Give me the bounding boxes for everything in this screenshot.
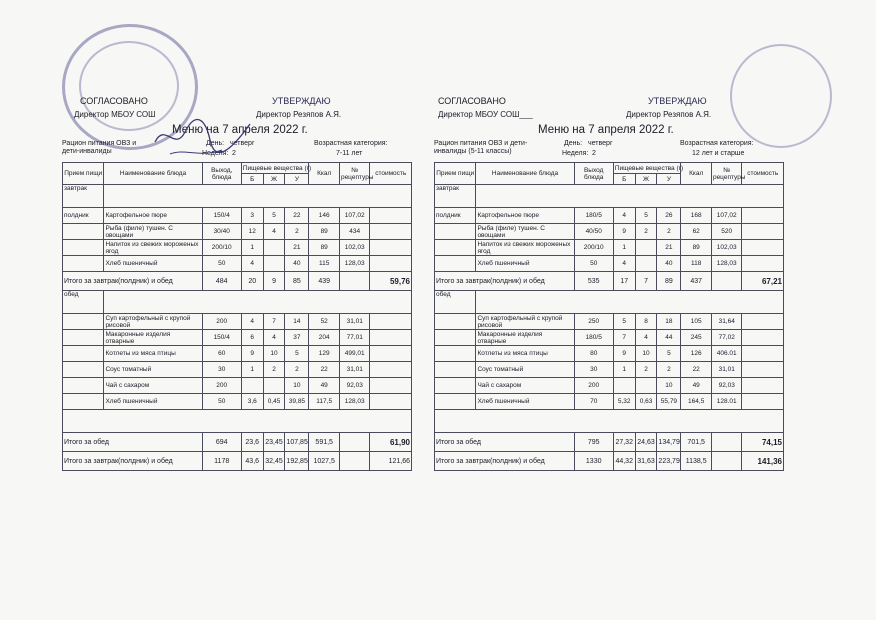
dish-cell: Рыба (филе) тушен. С овощами	[476, 224, 574, 240]
u-cell: 107,85	[285, 433, 309, 452]
menu-meta	[434, 140, 784, 162]
col-dish: Наименование блюда	[476, 163, 574, 185]
kcal-cell: 22	[309, 362, 340, 378]
yield-cell: 200	[202, 378, 241, 394]
col-u: У	[657, 174, 681, 185]
price-cell	[370, 330, 412, 346]
table-row	[63, 394, 412, 410]
recipe-cell: 406.01	[711, 346, 742, 362]
recipe-cell: 31,64	[711, 314, 742, 330]
recipe-cell: 107,02	[339, 208, 370, 224]
recipe-cell: 434	[339, 224, 370, 240]
recipe-cell: 77,01	[339, 330, 370, 346]
zh-cell: 7	[635, 272, 657, 291]
recipe-cell: 92,03	[339, 378, 370, 394]
spacer-row	[63, 410, 412, 433]
dish-cell: Макаронные изделия отварные	[476, 330, 574, 346]
table-row	[435, 362, 784, 378]
total-price: 121,66	[370, 452, 412, 471]
day-label: День:	[564, 140, 583, 147]
day-value: четверг	[588, 140, 613, 147]
menu-table	[434, 162, 784, 471]
kcal-cell: 62	[681, 224, 712, 240]
b-cell: 4	[241, 314, 263, 330]
kcal-cell: 89	[309, 240, 340, 256]
total-label: Итого за завтрак(полдник) и обед	[435, 452, 575, 471]
u-cell: 21	[285, 240, 309, 256]
recipe-cell: 128,03	[711, 256, 742, 272]
dish-cell: Хлеб пшеничный	[476, 394, 574, 410]
handwritten-signature	[150, 112, 260, 162]
b-cell: 7	[613, 330, 635, 346]
yield-cell: 150/4	[202, 208, 241, 224]
kcal-cell: 1138,5	[681, 452, 712, 471]
table-row	[63, 330, 412, 346]
table-row	[435, 240, 784, 256]
table-row	[435, 378, 784, 394]
total-price: 59,76	[370, 272, 412, 291]
yield-cell: 70	[574, 394, 613, 410]
dish-cell: Чай с сахаром	[104, 378, 202, 394]
b-cell: 12	[241, 224, 263, 240]
director-line	[434, 110, 784, 124]
b-cell: 27,32	[613, 433, 635, 452]
u-cell: 26	[657, 208, 681, 224]
breakfast-total-row	[63, 272, 412, 291]
yield-cell: 80	[574, 346, 613, 362]
price-cell	[742, 330, 784, 346]
zh-cell: 23,45	[263, 433, 285, 452]
zh-cell: 10	[635, 346, 657, 362]
breakfast-total-row	[435, 272, 784, 291]
total-label: Итого за завтрак(полдник) и обед	[435, 272, 575, 291]
dish-cell: Макаронные изделия отварные	[104, 330, 202, 346]
kcal-cell: 115	[309, 256, 340, 272]
approval-header	[434, 96, 784, 110]
yield-cell: 180/5	[574, 208, 613, 224]
grand-total-row	[435, 452, 784, 471]
recipe-cell: 128,03	[339, 256, 370, 272]
b-cell: 5	[613, 314, 635, 330]
week-value: 2	[232, 150, 236, 157]
yield-cell: 535	[574, 272, 613, 291]
dish-cell: Хлеб пшеничный	[104, 394, 202, 410]
yield-cell: 795	[574, 433, 613, 452]
col-kcal: Ккал	[309, 163, 340, 185]
price-cell	[370, 362, 412, 378]
grand-total-row	[63, 452, 412, 471]
zh-cell: 0,45	[263, 394, 285, 410]
u-cell: 55,79	[657, 394, 681, 410]
dish-cell: Картофельное пюре	[104, 208, 202, 224]
col-zh: Ж	[263, 174, 285, 185]
dish-cell: Хлеб пшеничный	[476, 256, 574, 272]
col-b: Б	[241, 174, 263, 185]
zh-cell	[263, 240, 285, 256]
col-nutrients: Пищевые вещества (г)	[242, 164, 312, 172]
u-cell: 18	[657, 314, 681, 330]
recipe-cell: 92,03	[711, 378, 742, 394]
dish-cell: Соус томатный	[476, 362, 574, 378]
b-cell: 4	[613, 256, 635, 272]
dish-cell: Соус томатный	[104, 362, 202, 378]
director-school: Директор МБОУ СОШ	[74, 110, 156, 119]
table-row	[435, 330, 784, 346]
ration-label: Рацион питания ОВЗ и дети-инвалиды (5-11 классы)	[434, 140, 528, 155]
price-cell	[370, 240, 412, 256]
total-label: Итого за обед	[435, 433, 575, 452]
b-cell: 6	[241, 330, 263, 346]
u-cell: 2	[657, 224, 681, 240]
kcal-cell: 164,5	[681, 394, 712, 410]
day-label: День:	[206, 140, 225, 147]
zh-cell	[263, 378, 285, 394]
u-cell: 21	[657, 240, 681, 256]
price-cell	[370, 224, 412, 240]
table-header-row	[435, 163, 784, 174]
approve-label: УТВЕРЖДАЮ	[648, 96, 707, 106]
b-cell: 1	[241, 362, 263, 378]
total-price: 141,36	[742, 452, 784, 471]
kcal-cell: 439	[309, 272, 340, 291]
dish-cell: Суп картофельный с крупой рисовой	[476, 314, 574, 330]
kcal-cell: 22	[681, 362, 712, 378]
zh-cell: 24,63	[635, 433, 657, 452]
total-price: 67,21	[742, 272, 784, 291]
yield-cell: 30	[202, 362, 241, 378]
kcal-cell: 89	[309, 224, 340, 240]
total-price: 74,15	[742, 433, 784, 452]
table-row	[435, 314, 784, 330]
director-name: Директор Резяпов А.Я.	[626, 110, 712, 119]
yield-cell: 200	[202, 314, 241, 330]
u-cell: 22	[285, 208, 309, 224]
section-snack: полдник	[435, 208, 476, 224]
table-row	[63, 378, 412, 394]
col-zh: Ж	[635, 174, 657, 185]
table-row	[63, 256, 412, 272]
u-cell: 5	[285, 346, 309, 362]
b-cell	[241, 378, 263, 394]
menu-table	[62, 162, 412, 471]
zh-cell: 2	[635, 362, 657, 378]
kcal-cell: 1027,5	[309, 452, 340, 471]
col-price: стоимость	[742, 163, 784, 185]
zh-cell: 31,63	[635, 452, 657, 471]
u-cell: 2	[657, 362, 681, 378]
b-cell: 4	[613, 208, 635, 224]
kcal-cell: 591,5	[309, 433, 340, 452]
zh-cell: 5	[635, 208, 657, 224]
zh-cell: 32,45	[263, 452, 285, 471]
approval-header	[62, 96, 412, 110]
col-dish: Наименование блюда	[104, 163, 202, 185]
kcal-cell: 117,5	[309, 394, 340, 410]
dish-cell: Чай с сахаром	[476, 378, 574, 394]
kcal-cell: 49	[681, 378, 712, 394]
dish-cell: Напиток из свежих мороженых ягод	[476, 240, 574, 256]
col-recipe: № рецептуры	[339, 163, 370, 185]
u-cell: 85	[285, 272, 309, 291]
b-cell: 1	[613, 362, 635, 378]
u-cell: 2	[285, 224, 309, 240]
dish-cell: Напиток из свежих мороженых ягод	[104, 240, 202, 256]
b-cell: 3,6	[241, 394, 263, 410]
zh-cell	[635, 256, 657, 272]
section-breakfast: завтрак	[63, 185, 104, 208]
section-lunch: обед	[435, 291, 476, 314]
yield-cell: 694	[202, 433, 241, 452]
u-cell: 14	[285, 314, 309, 330]
recipe-cell: 128,03	[339, 394, 370, 410]
u-cell: 10	[285, 378, 309, 394]
zh-cell: 2	[263, 362, 285, 378]
yield-cell: 1178	[202, 452, 241, 471]
col-b: Б	[613, 174, 635, 185]
yield-cell: 50	[202, 256, 241, 272]
kcal-cell: 129	[309, 346, 340, 362]
total-label: Итого за завтрак(полдник) и обед	[63, 452, 203, 471]
recipe-cell: 31,01	[711, 362, 742, 378]
table-row	[63, 346, 412, 362]
table-row	[435, 256, 784, 272]
price-cell	[742, 362, 784, 378]
zh-cell	[635, 240, 657, 256]
kcal-cell: 437	[681, 272, 712, 291]
zh-cell	[635, 378, 657, 394]
total-label: Итого за обед	[63, 433, 203, 452]
yield-cell: 60	[202, 346, 241, 362]
price-cell	[742, 240, 784, 256]
price-cell	[370, 394, 412, 410]
age-label: Возрастная категория:	[314, 140, 388, 147]
price-cell	[742, 208, 784, 224]
zh-cell: 4	[635, 330, 657, 346]
price-cell	[742, 378, 784, 394]
yield-cell: 50	[202, 394, 241, 410]
b-cell: 9	[241, 346, 263, 362]
u-cell: 37	[285, 330, 309, 346]
u-cell: 40	[285, 256, 309, 272]
yield-cell: 50	[574, 256, 613, 272]
dish-cell: Котлеты из мяса птицы	[104, 346, 202, 362]
u-cell: 10	[657, 378, 681, 394]
yield-cell: 180/5	[574, 330, 613, 346]
price-cell	[370, 346, 412, 362]
col-recipe: № рецептуры	[711, 163, 742, 185]
u-cell: 223,79	[657, 452, 681, 471]
col-yield: Выход блюда	[574, 163, 613, 185]
section-row	[435, 185, 784, 208]
kcal-cell: 168	[681, 208, 712, 224]
director-name: Директор Резяпов А.Я.	[256, 110, 342, 119]
zh-cell: 8	[635, 314, 657, 330]
dish-cell: Рыба (филе) тушен. С овощами	[104, 224, 202, 240]
u-cell: 5	[657, 346, 681, 362]
agreed-label: СОГЛАСОВАНО	[80, 96, 148, 106]
kcal-cell: 49	[309, 378, 340, 394]
week-label: Неделя:	[562, 150, 589, 157]
table-row	[63, 224, 412, 240]
price-cell	[370, 256, 412, 272]
kcal-cell: 245	[681, 330, 712, 346]
b-cell: 9	[613, 346, 635, 362]
yield-cell: 1330	[574, 452, 613, 471]
age-value: 7-11 лет	[336, 150, 363, 157]
u-cell: 89	[657, 272, 681, 291]
ration-label: Рацион питания ОВЗ и дети-инвалиды	[62, 140, 137, 155]
u-cell: 134,79	[657, 433, 681, 452]
recipe-cell: 107,02	[711, 208, 742, 224]
price-cell	[370, 378, 412, 394]
total-label: Итого за завтрак(полдник) и обед	[63, 272, 203, 291]
kcal-cell: 126	[681, 346, 712, 362]
kcal-cell: 52	[309, 314, 340, 330]
kcal-cell: 89	[681, 240, 712, 256]
b-cell: 44,32	[613, 452, 635, 471]
section-breakfast: завтрак	[435, 185, 476, 208]
table-header-row	[63, 163, 412, 174]
zh-cell: 4	[263, 330, 285, 346]
price-cell	[742, 394, 784, 410]
u-cell: 192,85	[285, 452, 309, 471]
col-meal: Прием пищи	[63, 163, 104, 185]
price-cell	[742, 256, 784, 272]
age-value: 12 лет и старше	[692, 150, 745, 157]
price-cell	[370, 208, 412, 224]
dish-cell: Хлеб пшеничный	[104, 256, 202, 272]
zh-cell: 4	[263, 224, 285, 240]
zh-cell: 10	[263, 346, 285, 362]
section-row	[63, 185, 412, 208]
table-row	[435, 208, 784, 224]
lunch-total-row	[63, 433, 412, 452]
total-price: 61,90	[370, 433, 412, 452]
section-row	[435, 291, 784, 314]
recipe-cell: 102,03	[339, 240, 370, 256]
price-cell	[742, 346, 784, 362]
b-cell: 43,6	[241, 452, 263, 471]
table-row	[63, 362, 412, 378]
lunch-total-row	[435, 433, 784, 452]
table-row	[435, 224, 784, 240]
dish-cell: Суп картофельный с крупой рисовой	[104, 314, 202, 330]
recipe-cell: 102,03	[711, 240, 742, 256]
menu-title: Меню на 7 апреля 2022 г.	[538, 124, 674, 136]
kcal-cell: 204	[309, 330, 340, 346]
u-cell: 44	[657, 330, 681, 346]
dish-cell: Картофельное пюре	[476, 208, 574, 224]
recipe-cell: 499,01	[339, 346, 370, 362]
u-cell: 40	[657, 256, 681, 272]
col-kcal: Ккал	[681, 163, 712, 185]
section-row	[63, 291, 412, 314]
yield-cell: 200/10	[574, 240, 613, 256]
b-cell	[613, 378, 635, 394]
recipe-cell: 31,01	[339, 314, 370, 330]
b-cell: 1	[613, 240, 635, 256]
col-yield: Выход, блюда	[202, 163, 241, 185]
b-cell: 1	[241, 240, 263, 256]
zh-cell: 0,63	[635, 394, 657, 410]
kcal-cell: 701,5	[681, 433, 712, 452]
day-value: четверг	[230, 140, 255, 147]
yield-cell: 200/10	[202, 240, 241, 256]
week-label: Неделя:	[202, 150, 229, 157]
price-cell	[742, 224, 784, 240]
table-row	[63, 208, 412, 224]
yield-cell: 200	[574, 378, 613, 394]
kcal-cell: 105	[681, 314, 712, 330]
menu-title: Меню на 7 апреля 2022 г.	[172, 124, 308, 136]
zh-cell: 9	[263, 272, 285, 291]
table-row	[63, 314, 412, 330]
table-row	[435, 394, 784, 410]
spacer-row	[435, 410, 784, 433]
table-row	[435, 346, 784, 362]
col-price: стоимость	[370, 163, 412, 185]
b-cell: 9	[613, 224, 635, 240]
price-cell	[742, 314, 784, 330]
b-cell: 23,6	[241, 433, 263, 452]
zh-cell: 2	[635, 224, 657, 240]
b-cell: 5,32	[613, 394, 635, 410]
approve-label: УТВЕРЖДАЮ	[272, 96, 331, 106]
recipe-cell: 77,02	[711, 330, 742, 346]
menu-panel-right	[434, 96, 784, 471]
b-cell: 20	[241, 272, 263, 291]
director-school: Директор МБОУ СОШ___	[438, 110, 533, 119]
yield-cell: 250	[574, 314, 613, 330]
agreed-label: СОГЛАСОВАНО	[438, 96, 506, 106]
section-snack: полдник	[63, 208, 104, 224]
zh-cell: 7	[263, 314, 285, 330]
menu-title-row	[434, 124, 784, 140]
yield-cell: 30/40	[202, 224, 241, 240]
u-cell: 39,85	[285, 394, 309, 410]
b-cell: 3	[241, 208, 263, 224]
dish-cell: Котлеты из мяса птицы	[476, 346, 574, 362]
yield-cell: 484	[202, 272, 241, 291]
u-cell: 2	[285, 362, 309, 378]
b-cell: 17	[613, 272, 635, 291]
section-lunch: обед	[63, 291, 104, 314]
recipe-cell: 520	[711, 224, 742, 240]
col-meal: Прием пищи	[435, 163, 476, 185]
col-nutrients: Пищевые вещества (г)	[614, 164, 684, 172]
kcal-cell: 146	[309, 208, 340, 224]
age-label: Возрастная категория:	[680, 140, 754, 147]
kcal-cell: 118	[681, 256, 712, 272]
zh-cell: 5	[263, 208, 285, 224]
recipe-cell: 31,01	[339, 362, 370, 378]
b-cell: 4	[241, 256, 263, 272]
table-row	[63, 240, 412, 256]
zh-cell	[263, 256, 285, 272]
yield-cell: 30	[574, 362, 613, 378]
price-cell	[370, 314, 412, 330]
yield-cell: 40/50	[574, 224, 613, 240]
week-value: 2	[592, 150, 596, 157]
col-u: У	[285, 174, 309, 185]
recipe-cell: 128.01	[711, 394, 742, 410]
yield-cell: 150/4	[202, 330, 241, 346]
